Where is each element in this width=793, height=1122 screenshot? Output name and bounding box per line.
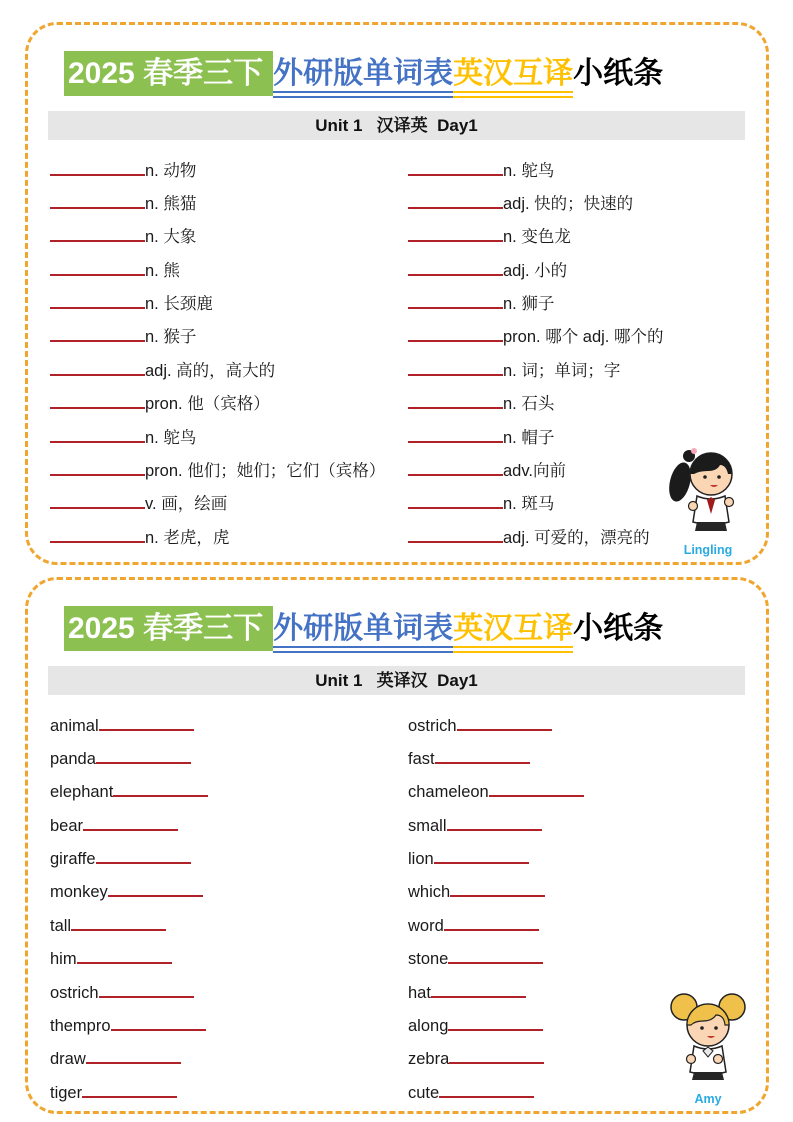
english-word: giraffe <box>50 850 96 869</box>
answer-blank-line <box>444 913 539 931</box>
vocab-row <box>50 943 408 976</box>
english-word: word <box>408 916 444 935</box>
answer-blank-line <box>435 746 530 764</box>
english-word: elephant <box>50 783 114 802</box>
vocab-row <box>408 321 766 354</box>
section-cn-to-en <box>25 22 769 565</box>
vocab-row <box>50 388 408 421</box>
answer-blank-line <box>83 813 178 831</box>
vocab-row <box>50 843 408 876</box>
vocab-row <box>50 743 408 776</box>
answer-blank-line <box>408 491 503 509</box>
lingling-girl-icon <box>663 440 753 540</box>
answer-blank-line <box>50 258 145 276</box>
answer-blank-line <box>77 946 172 964</box>
english-word: chameleon <box>408 783 489 802</box>
answer-blank-line <box>113 779 208 797</box>
definition-text: adj. 快的；快速的 <box>503 194 634 213</box>
answer-blank-line <box>408 224 503 242</box>
title-book-highlight: 外研版单词表 <box>273 57 453 98</box>
vocab-row <box>408 776 766 809</box>
vocab-row <box>50 1043 408 1076</box>
answer-blank-line <box>447 813 542 831</box>
answer-blank-line <box>50 425 145 443</box>
answer-blank-line <box>50 324 145 342</box>
answer-blank-line <box>449 1046 544 1064</box>
answer-blank-line <box>96 746 191 764</box>
answer-blank-line <box>50 458 145 476</box>
answer-blank-line <box>408 324 503 342</box>
definition-text: n. 鸵鸟 <box>145 428 197 447</box>
vocab-row <box>408 710 766 743</box>
english-word: animal <box>50 716 99 735</box>
amy-girl-icon <box>663 989 753 1089</box>
definition-text: n. 鸵鸟 <box>503 161 555 180</box>
answer-blank-line <box>439 1080 534 1098</box>
left-column <box>50 710 408 1111</box>
answer-blank-line <box>71 913 166 931</box>
vocab-row <box>408 355 766 388</box>
title-term-highlight: 2025 春季三下 <box>64 606 273 651</box>
english-word: thempro <box>50 1017 111 1036</box>
answer-blank-line <box>431 980 526 998</box>
answer-blank-line <box>457 713 552 731</box>
vocab-row <box>50 876 408 909</box>
definition-text: n. 狮子 <box>503 295 555 314</box>
title-term-highlight: 2025 春季三下 <box>64 51 273 96</box>
definition-text: adj. 高的，高大的 <box>145 361 276 380</box>
definition-text: n. 老虎，虎 <box>145 528 230 547</box>
english-word: ostrich <box>50 983 99 1002</box>
definition-text: n. 大象 <box>145 228 197 247</box>
answer-blank-line <box>99 713 194 731</box>
answer-blank-line <box>448 1013 543 1031</box>
definition-text: n. 变色龙 <box>503 228 571 247</box>
vocab-row <box>50 710 408 743</box>
english-word: tiger <box>50 1083 83 1102</box>
vocab-row <box>50 910 408 943</box>
answer-blank-line <box>99 980 194 998</box>
worksheet-title <box>64 606 748 653</box>
answer-blank-line <box>489 779 584 797</box>
answer-blank-line <box>82 1080 177 1098</box>
vocab-row <box>50 1077 408 1110</box>
mascot-name-label: Lingling <box>683 543 733 557</box>
vocab-row <box>50 221 408 254</box>
vocab-row <box>408 388 766 421</box>
definition-text: adj. 可爱的，漂亮的 <box>503 528 650 547</box>
english-word: ostrich <box>408 716 457 735</box>
answer-blank-line <box>50 191 145 209</box>
definition-text: pron. 哪个 adj. 哪个的 <box>503 328 664 347</box>
definition-text: pron. 他（宾格） <box>145 395 270 414</box>
definition-text: pron. 他们；她们；它们（宾格） <box>145 462 386 481</box>
definition-text: n. 斑马 <box>503 495 555 514</box>
english-word: stone <box>408 950 449 969</box>
answer-blank-line <box>50 391 145 409</box>
answer-blank-line <box>448 946 543 964</box>
answer-blank-line <box>408 258 503 276</box>
answer-blank-line <box>50 491 145 509</box>
answer-blank-line <box>408 525 503 543</box>
definition-text: n. 熊猫 <box>145 194 197 213</box>
definition-text: v. 画，绘画 <box>145 495 228 514</box>
answer-blank-line <box>108 879 203 897</box>
answer-blank-line <box>408 458 503 476</box>
vocab-row <box>408 943 766 976</box>
definition-text: adv.向前 <box>503 462 566 481</box>
vocab-row <box>408 743 766 776</box>
answer-blank-line <box>86 1046 181 1064</box>
vocab-row <box>408 155 766 188</box>
vocab-row <box>408 255 766 288</box>
answer-blank-line <box>50 291 145 309</box>
title-mode-highlight: 英汉互译 <box>453 612 573 653</box>
answer-blank-line <box>450 879 545 897</box>
english-word: which <box>408 883 451 902</box>
english-word: zebra <box>408 1050 450 1069</box>
unit-header: Unit 1 英译汉 Day1 <box>48 666 745 695</box>
unit-header: Unit 1 汉译英 Day1 <box>48 111 745 140</box>
definition-text: n. 帽子 <box>503 428 555 447</box>
vocab-row <box>408 188 766 221</box>
vocab-row <box>408 843 766 876</box>
answer-blank-line <box>408 425 503 443</box>
vocab-row <box>50 776 408 809</box>
english-word: small <box>408 816 447 835</box>
english-word: tall <box>50 916 72 935</box>
section-en-to-cn <box>25 577 769 1114</box>
answer-blank-line <box>50 224 145 242</box>
answer-blank-line <box>408 191 503 209</box>
answer-blank-line <box>408 391 503 409</box>
english-word: monkey <box>50 883 108 902</box>
vocab-row <box>50 455 408 488</box>
answer-blank-line <box>408 358 503 376</box>
title-mode-highlight: 英汉互译 <box>453 57 573 98</box>
vocab-row <box>50 488 408 521</box>
vocab-row <box>50 355 408 388</box>
word-columns <box>28 140 766 556</box>
title-suffix: 小纸条 <box>573 612 664 645</box>
definition-text: n. 猴子 <box>145 328 197 347</box>
left-column <box>50 155 408 556</box>
vocab-row <box>408 288 766 321</box>
mascot-amy <box>660 989 756 1106</box>
vocab-row <box>50 255 408 288</box>
answer-blank-line <box>50 158 145 176</box>
vocab-row <box>50 977 408 1010</box>
answer-blank-line <box>50 358 145 376</box>
definition-text: adj. 小的 <box>503 261 568 280</box>
answer-blank-line <box>50 525 145 543</box>
english-word: cute <box>408 1083 440 1102</box>
english-word: along <box>408 1017 449 1036</box>
word-columns <box>28 695 766 1111</box>
vocab-row <box>50 1010 408 1043</box>
definition-text: n. 石头 <box>503 395 555 414</box>
english-word: draw <box>50 1050 86 1069</box>
answer-blank-line <box>408 291 503 309</box>
definition-text: n. 词；单词；字 <box>503 361 621 380</box>
english-word: bear <box>50 816 84 835</box>
title-suffix: 小纸条 <box>573 57 664 90</box>
definition-text: n. 动物 <box>145 161 197 180</box>
worksheet-title <box>64 51 748 98</box>
vocab-row <box>408 810 766 843</box>
english-word: fast <box>408 749 435 768</box>
mascot-lingling <box>660 440 756 557</box>
vocab-row <box>50 288 408 321</box>
vocab-row <box>50 155 408 188</box>
vocab-row <box>50 422 408 455</box>
title-book-highlight: 外研版单词表 <box>273 612 453 653</box>
answer-blank-line <box>434 846 529 864</box>
vocab-row <box>408 221 766 254</box>
vocab-row <box>408 876 766 909</box>
vocab-row <box>50 321 408 354</box>
vocab-row <box>50 188 408 221</box>
vocab-row <box>50 810 408 843</box>
vocab-row <box>408 910 766 943</box>
mascot-name-label: Amy <box>694 1092 722 1106</box>
english-word: panda <box>50 749 96 768</box>
english-word: him <box>50 950 77 969</box>
answer-blank-line <box>96 846 191 864</box>
vocab-row <box>50 522 408 555</box>
answer-blank-line <box>408 158 503 176</box>
answer-blank-line <box>111 1013 206 1031</box>
definition-text: n. 熊 <box>145 261 180 280</box>
english-word: lion <box>408 850 434 869</box>
definition-text: n. 长颈鹿 <box>145 295 213 314</box>
english-word: hat <box>408 983 431 1002</box>
